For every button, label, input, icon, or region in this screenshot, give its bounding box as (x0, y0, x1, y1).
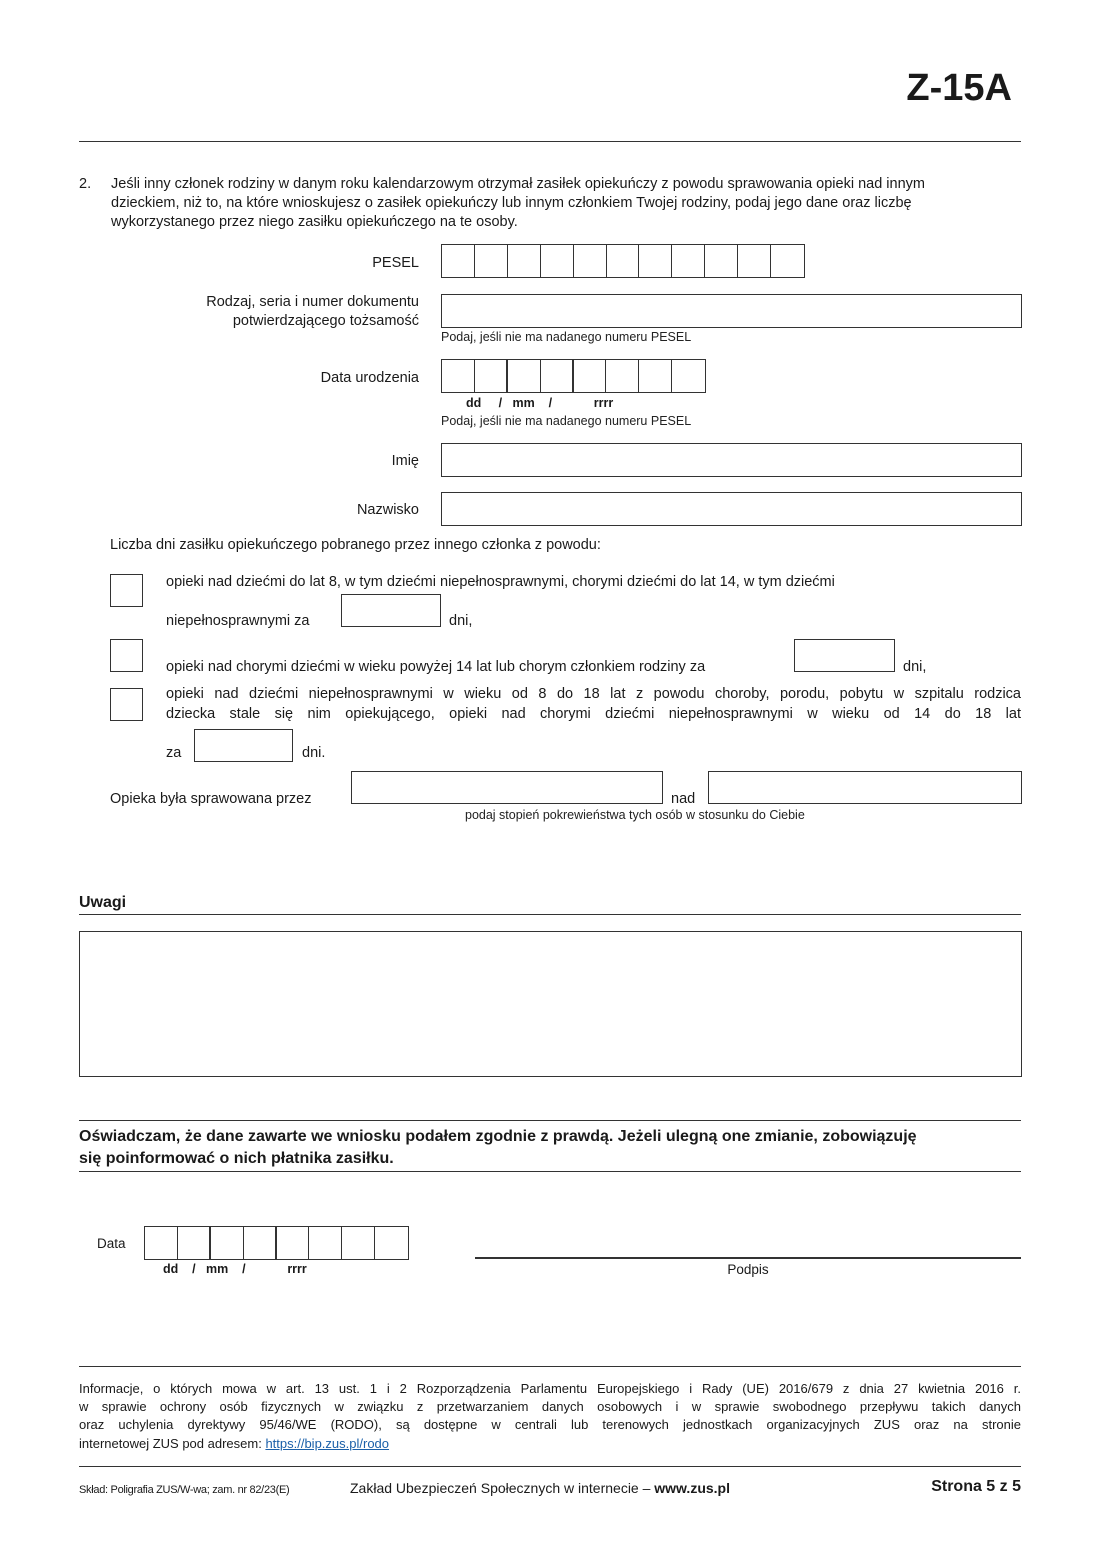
option-3-line-3-pre: za (166, 745, 182, 761)
document-hint: Podaj, jeśli nie ma nadanego numeru PESEL (441, 330, 692, 344)
date-day-digit[interactable] (178, 1227, 211, 1259)
days-heading: Liczba dni zasiłku opiekuńczego pobranego przez innego członka z powodu: (110, 537, 601, 553)
care-over-label: nad (671, 791, 696, 807)
remarks-textarea[interactable] (79, 931, 1022, 1077)
last-name-input[interactable] (441, 492, 1022, 526)
option-1-line-1: opieki nad dziećmi do lat 8, w tym dziećmi niepełnosprawnymi, chorymi dziećmi do lat 14, w tym dziećmi (166, 574, 835, 590)
rodo-link[interactable]: https://bip.zus.pl/rodo (265, 1436, 390, 1451)
pesel-digit[interactable] (607, 245, 640, 277)
option-3-checkbox[interactable] (110, 688, 143, 721)
birthdate-format: dd / mm / rrrr (466, 396, 614, 410)
option-2-post: dni, (903, 659, 927, 675)
option-1-line-2-pre: niepełnosprawnymi za (166, 613, 310, 629)
document-input[interactable] (441, 294, 1022, 328)
date-label: Data (97, 1236, 126, 1251)
first-name-label: Imię (391, 453, 419, 469)
rodo-line-4 (79, 1435, 389, 1453)
date-year-digit[interactable] (342, 1227, 375, 1259)
option-3-line-2: dziecka stale się nim opiekującego, opieki nad chorymi dziećmi niepełnosprawnymi w wieku od 14 do 18 lat (166, 706, 1021, 722)
section-intro-line-3: wykorzystanego przez niego zasiłku opiekuńczego na te osoby. (111, 214, 518, 230)
document-label-line-1: Rodzaj, seria i numer dokumentu (206, 294, 419, 310)
birthdate-year-digit[interactable] (639, 360, 672, 392)
birthdate-label: Data urodzenia (320, 370, 419, 386)
last-name-label: Nazwisko (356, 502, 419, 518)
option-1-checkbox[interactable] (110, 574, 143, 607)
pesel-digit[interactable] (672, 245, 705, 277)
first-name-input[interactable] (441, 443, 1022, 477)
form-code: Z-15A (906, 67, 1012, 109)
care-over-input[interactable] (708, 771, 1022, 804)
section-number: 2. (79, 176, 92, 192)
option-3-line-3-post: dni. (302, 745, 326, 761)
pesel-digit[interactable] (442, 245, 475, 277)
footer-divider (79, 1466, 1021, 1467)
signature-label: Podpis (727, 1262, 769, 1277)
date-input[interactable] (144, 1226, 409, 1260)
header-divider (79, 141, 1021, 142)
birthdate-month-digit[interactable] (541, 360, 574, 392)
declaration-top-divider (79, 1120, 1021, 1121)
date-year-digit[interactable] (277, 1227, 310, 1259)
pesel-digit[interactable] (574, 245, 607, 277)
rodo-line-2: w sprawie ochrony osób fizycznych w związku z przetwarzaniem danych osobowych i w sprawie swobodnego przepływu takich danych (79, 1399, 1021, 1414)
footer-print-info: Skład: Poligrafia ZUS/W-wa; zam. nr 82/23(E) (79, 1484, 290, 1496)
date-month-digit[interactable] (211, 1227, 244, 1259)
date-day-digit[interactable] (145, 1227, 178, 1259)
pesel-input[interactable] (441, 244, 805, 278)
section-intro-line-2: dzieckiem, niż to, na które wnioskujesz o zasiłek opiekuńczy lub innym członkiem Twojej rodziny, podaj jego dane oraz liczbę (111, 195, 912, 211)
pesel-digit[interactable] (475, 245, 508, 277)
rodo-address-prefix: internetowej ZUS pod adresem: (79, 1436, 266, 1451)
option-1-days-input[interactable] (341, 594, 441, 627)
birthdate-hint: Podaj, jeśli nie ma nadanego numeru PESEL (441, 414, 692, 428)
declaration-line-1: Oświadczam, że dane zawarte we wniosku podałem zgodnie z prawdą. Jeżeli ulegną one zmianie, zobowiązuję (79, 1128, 917, 1145)
date-year-digit[interactable] (309, 1227, 342, 1259)
birthdate-month-digit[interactable] (508, 360, 541, 392)
signature-line[interactable] (475, 1257, 1021, 1259)
remarks-divider (79, 914, 1021, 915)
document-label-line-2: potwierdzającego tożsamość (232, 313, 419, 329)
birthdate-year-digit[interactable] (672, 360, 705, 392)
option-3-days-input[interactable] (194, 729, 293, 762)
care-hint: podaj stopień pokrewieństwa tych osób w stosunku do Ciebie (465, 808, 805, 822)
option-2-days-input[interactable] (794, 639, 895, 672)
date-month-digit[interactable] (244, 1227, 277, 1259)
birthdate-year-digit[interactable] (574, 360, 607, 392)
footer-internet (350, 1479, 730, 1497)
option-2-text: opieki nad chorymi dziećmi w wieku powyżej 14 lat lub chorym członkiem rodziny za (166, 659, 706, 675)
pesel-digit[interactable] (541, 245, 574, 277)
pesel-digit[interactable] (705, 245, 738, 277)
pesel-label: PESEL (372, 255, 419, 271)
footer-internet-url[interactable]: www.zus.pl (654, 1480, 730, 1496)
date-format: dd / mm / rrrr (163, 1262, 307, 1276)
pesel-digit[interactable] (771, 245, 804, 277)
footer-page-number: Strona 5 z 5 (931, 1478, 1021, 1495)
rodo-line-1: Informacje, o których mowa w art. 13 ust. 1 i 2 Rozporządzenia Parlamentu Europejskiego i Rady (UE) 2016/679 z dnia 27 kwietnia 2016 r. (79, 1381, 1021, 1396)
footer-internet-text: Zakład Ubezpieczeń Społecznych w internecie – (350, 1480, 655, 1496)
declaration-line-2: się poinformować o nich płatnika zasiłku. (79, 1150, 394, 1167)
birthdate-day-digit[interactable] (475, 360, 508, 392)
birthdate-year-digit[interactable] (606, 360, 639, 392)
declaration-bottom-divider (79, 1171, 1021, 1172)
option-1-line-2-post: dni, (449, 613, 473, 629)
option-3-line-1: opieki nad dziećmi niepełnosprawnymi w wieku od 8 do 18 lat z powodu choroby, porodu, pobytu w szpitalu rodzica (166, 686, 1021, 702)
date-year-digit[interactable] (375, 1227, 408, 1259)
care-by-input[interactable] (351, 771, 663, 804)
rodo-line-3: oraz uchylenia dyrektywy 95/46/WE (RODO), są dostępne w centrali lub terenowych jednostkach organizacyjnych ZUS oraz na stronie (79, 1417, 1021, 1432)
birthdate-day-digit[interactable] (442, 360, 475, 392)
pesel-digit[interactable] (639, 245, 672, 277)
option-2-checkbox[interactable] (110, 639, 143, 672)
pesel-digit[interactable] (738, 245, 771, 277)
birthdate-input[interactable] (441, 359, 706, 393)
rodo-divider (79, 1366, 1021, 1367)
pesel-digit[interactable] (508, 245, 541, 277)
remarks-title: Uwagi (79, 894, 127, 911)
care-by-label: Opieka była sprawowana przez (110, 791, 312, 807)
section-intro-line-1: Jeśli inny członek rodziny w danym roku kalendarzowym otrzymał zasiłek opiekuńczy z powodu sprawowania opieki nad innym (111, 176, 925, 192)
